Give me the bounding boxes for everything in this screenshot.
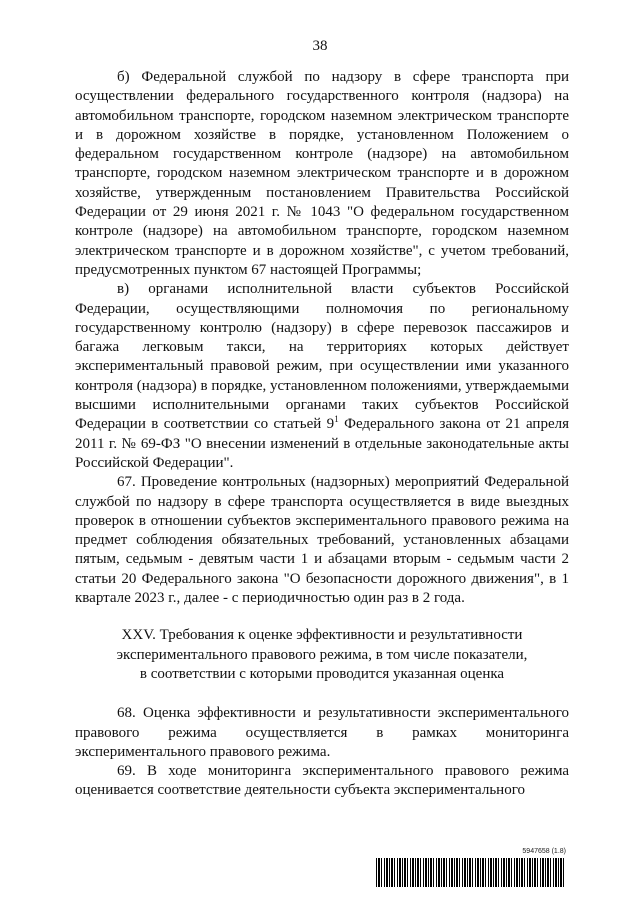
paragraph-67: 67. Проведение контрольных (надзорных) мероприятий Федеральной службой по надзору в сфере транспорта осуществляется в виде выездных проверок в отношении субъектов экспериментального правового режима на предмет соблюдения обязательных требований, установленных абзацами пятым, седьмым - девятым части 1 и абзацами вторым - седьмым части 2 статьи 20 Федерального закона "О безопасности дорожного движения", в 1 квартале 2023 г., далее - с периодичностью один раз в 2 года.	[75, 474, 569, 607]
barcode-icon	[376, 858, 566, 887]
paragraph-v	[75, 280, 569, 473]
paragraph-68: 68. Оценка эффективности и результативности экспериментального правового режима осуществляется в рамках мониторинга экспериментального правового режима.	[75, 705, 569, 760]
article-superscript: 1	[334, 414, 339, 425]
section-heading-line-1: XXV. Требования к оценке эффективности и результативности	[121, 627, 523, 644]
section-heading	[75, 626, 569, 684]
document-body	[75, 68, 569, 801]
barcode-code: 5947658 (1.8)	[522, 848, 566, 855]
paragraph-b: б) Федеральной службой по надзору в сфере транспорта при осуществлении федерального государственного контроля (надзора) на автомобильном транспорте, городском наземном электрическом транспорте и в дорожном хозяйстве в порядке, установленном Положением о федеральном государственном контроле (надзоре) на автомобильном транспорте, городском наземном электрическом транспорте и в дорожном хозяйстве, утвержденным постановлением Правительства Российской Федерации от 29 июня 2021 г. № 1043 "О федеральном государственном контроле (надзоре) на автомобильном транспорте, городском наземном электрическом транспорте и в дорожном хозяйстве", с учетом требований, предусмотренных пунктом 67 настоящей Программы;	[75, 69, 569, 278]
section-heading-line-3: в соответствии с которыми проводится указанная оценка	[139, 665, 505, 682]
section-heading-line-2: экспериментального правового режима, в том числе показатели,	[116, 646, 528, 663]
paragraph-69: 69. В ходе мониторинга экспериментального правового режима оценивается соответствие деятельности субъекта экспериментального	[75, 763, 569, 799]
paragraph-v-text-1: в) органами исполнительной власти субъектов Российской Федерации, осуществляющими полномочия по региональному государственному контролю (надзору) в сфере перевозок пассажиров и багажа легковым такси, на территориях которых действует экспериментальный правовой режим, при осуществлении ими указанного контроля (надзора) в порядке, установленном положениями, утверждаемыми высшими исполнительными органами таких субъектов Российской Федерации в соответствии со статьей 9	[75, 281, 569, 433]
page-number: 38	[312, 38, 328, 54]
paragraph-v-text-2: Федерального закона от 21 апреля 2011 г. № 69-ФЗ "О внесении изменений в отдельные законодательные акты Российской Федерации".	[75, 416, 569, 471]
document-barcode	[376, 848, 566, 888]
